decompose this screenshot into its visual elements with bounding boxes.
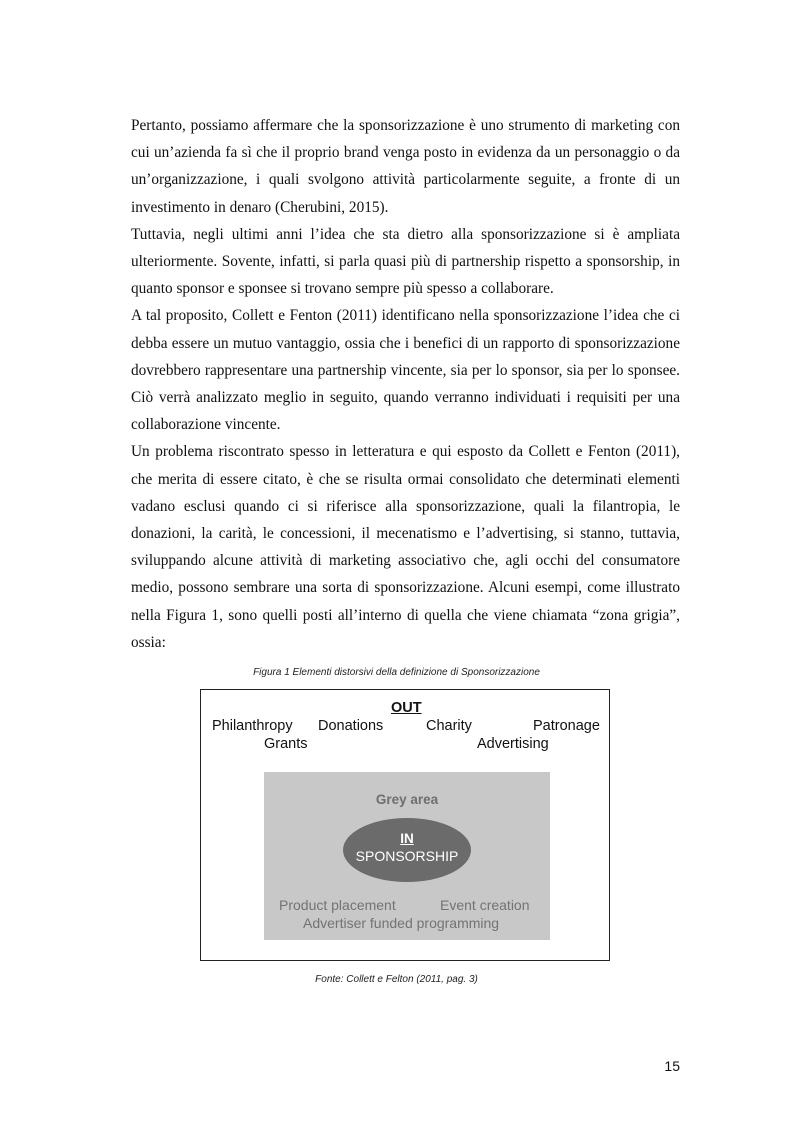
figure-caption: Figura 1 Elementi distorsivi della definizione di Sponsorizzazione [253, 667, 540, 678]
page-number: 15 [664, 1058, 680, 1074]
out-item-donations: Donations [318, 718, 384, 734]
grey-item-advertiser-funded-programming: Advertiser funded programming [303, 915, 500, 931]
out-label: OUT [391, 700, 422, 716]
in-label: IN [400, 831, 414, 846]
figure-source: Fonte: Collett e Felton (2011, pag. 3) [315, 974, 478, 985]
paragraph-1: Pertanto, possiamo affermare che la sponsorizzazione è uno strumento di marketing con cui un’azienda fa sì che il proprio brand venga posto in evidenza da un personaggio o da un’organizzazione, i quali svolgono attività particolarmente seguite, a fronte di un investimento in denaro (Cherubini, 2015). [131, 117, 680, 216]
sponsorship-label: SPONSORSHIP [355, 848, 459, 864]
out-item-philanthropy: Philanthropy [212, 718, 293, 734]
paragraph-3: A tal proposito, Collett e Fenton (2011) identificano nella sponsorizzazione l’idea che ci debba essere un mutuo vantaggio, ossia che i benefici di un rapporto di sponsorizzazione dovrebbero rappresentare una partnership vincente, sia per lo sponsor, sia per lo sponsee. Ciò verrà analizzato meglio in seguito, quando verranno individuati i requisiti per una collaborazione vincente. [131, 307, 680, 434]
out-item-grants: Grants [264, 736, 308, 752]
grey-item-event-creation: Event creation [440, 897, 530, 913]
grey-item-product-placement: Product placement [279, 897, 396, 913]
out-item-patronage: Patronage [533, 718, 600, 734]
sponsorship-diagram [200, 689, 610, 961]
paragraph-2: Tuttavia, negli ultimi anni l’idea che sta dietro alla sponsorizzazione si è ampliata ulteriormente. Sovente, infatti, si parla quasi più di partnership rispetto a sponsorship, in quanto sponsor e sponsee si trovano sempre più spesso a collaborare. [131, 225, 680, 298]
sponsorship-ellipse [343, 818, 471, 882]
body-text [131, 112, 680, 656]
out-item-advertising: Advertising [477, 736, 549, 752]
paragraph-4: Un problema riscontrato spesso in letteratura e qui esposto da Collett e Fenton (2011), che merita di essere citato, è che se risulta ormai consolidato che determinati elementi vadano esclusi quando ci si riferisce alla sponsorizzazione, quali la filantropia, le donazioni, la carità, le concessioni, il mecenatismo e l’advertising, si stanno, tuttavia, sviluppando alcune attività di marketing associativo che, agli occhi del consumatore medio, possono sembrare una sorta di sponsorizzazione. Alcuni esempi, come illustrato nella Figura 1, sono quelli posti all’interno di quella che viene chiamata “zona grigia”, ossia: [131, 443, 680, 651]
out-item-charity: Charity [426, 718, 472, 734]
grey-area [264, 772, 550, 940]
grey-area-label: Grey area [375, 792, 439, 807]
